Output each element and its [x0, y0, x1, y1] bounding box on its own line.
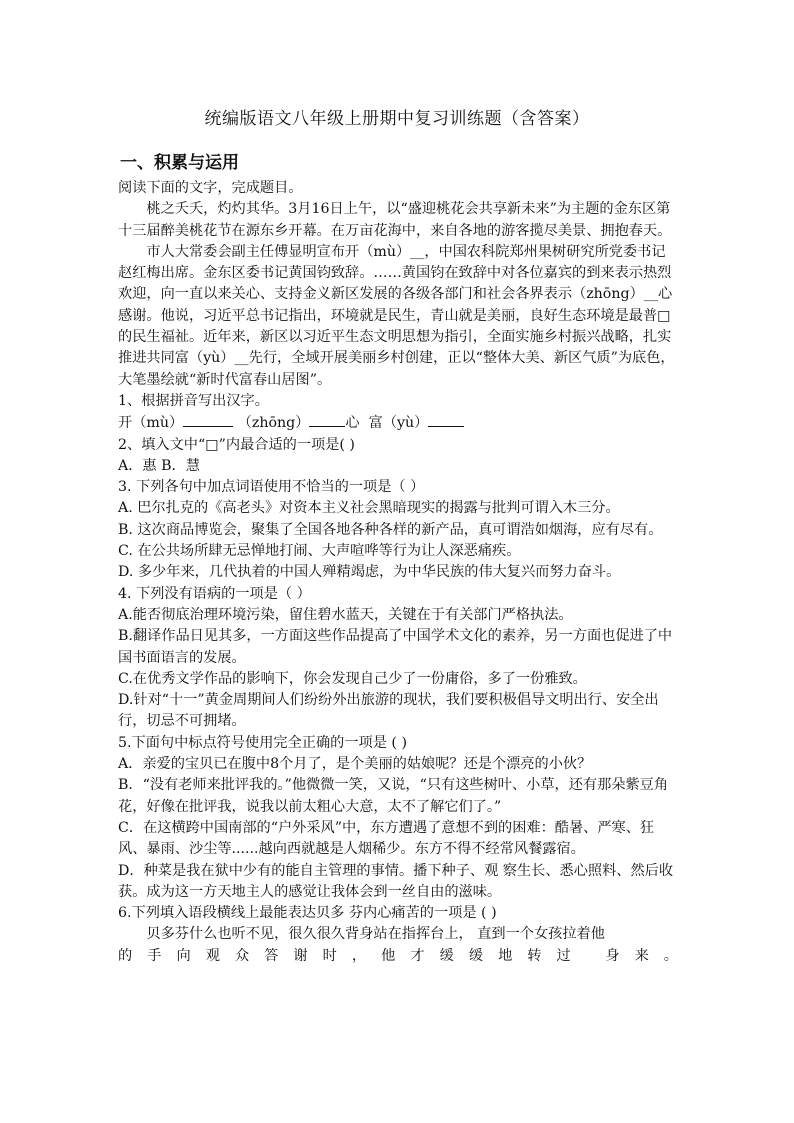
question-4-option-d: D.针对“十一”黄金周期间人们纷纷外出旅游的现状，我们要积极倡导文明出行、安全出行，切忌不可拥堵。 [118, 692, 659, 730]
pinyin-zhong-suffix: 心 [345, 415, 360, 432]
question-6-text-line-1: 贝多芬什么也听不见，很久很久背身站在指挥台上， 直到一个女孩拉着他 [146, 926, 605, 943]
question-2-options: A．惠 B．慧 [118, 457, 200, 474]
answer-blank-mu[interactable] [183, 412, 233, 427]
pinyin-zhong-label: （zhōng） [237, 415, 310, 432]
answer-blank-yu[interactable] [428, 412, 464, 427]
question-3-option-a: A. 巴尔扎克的《高老头》对资本主义社会黑暗现实的揭露与批判可谓入木三分。 [118, 500, 620, 517]
question-3-option-d: D. 多少年来，几代执着的中国人殚精竭虑，为中华民族的伟大复兴而努力奋斗。 [118, 564, 621, 581]
document-body [118, 178, 678, 967]
question-2-stem: 2、填入文中“□”内最合适的一项是( ) [118, 436, 355, 453]
section-heading: 一、积累与运用 [120, 153, 239, 173]
question-6-text-line-2: 的手向观众答谢时，他才缓缓地转过 身来。 [118, 947, 678, 964]
question-4-stem: 4. 下列没有语病的一项是（ ） [118, 585, 311, 602]
document-title: 统编版语文八年级上册期中复习训练题（含答案） [204, 109, 590, 129]
question-1-stem: 1、根据拼音写出汉字。 [118, 392, 269, 409]
question-5-option-c: C．在这横跨中国南部的“户外采风”中，东方遭遇了意想不到的困难：酷暑、严寒、狂风、暴雨、沙尘等......越向西就越是人烟稀少。东方不得不经常风餐露宿。 [118, 819, 655, 858]
intro-text: 阅读下面的文字，完成题目。 [118, 180, 303, 196]
question-4-option-b: B.翻译作品日见其多，一方面这些作品提高了中国学术文化的素养，另一方面也促进了中国书面语言的发展。 [118, 628, 673, 666]
question-4-option-a: A.能否彻底治理环境污染，留住碧水蓝天，关键在于有关部门严格执法。 [118, 606, 573, 623]
question-5-option-a: A．亲爱的宝贝已在腹中8个月了，是个美丽的姑娘呢？还是个漂亮的小伙？ [118, 756, 592, 773]
question-6-stem: 6.下列填入语段横线上最能表达贝多 芬内心痛苦的一项是 ( ) [118, 905, 497, 922]
question-4-option-c: C.在优秀文学作品的影响下，你会发现自己少了一份庸俗，多了一份雅致。 [118, 670, 587, 687]
pinyin-mu-label: 开（mù） [118, 415, 184, 432]
question-3-option-b: B. 这次商品博览会，聚集了全国各地各种各样的新产品，真可谓浩如烟海，应有尽有。 [118, 521, 663, 538]
question-3-option-c: C. 在公共场所肆无忌惮地打闹、大声喧哗等行为让人深恶痛疾。 [118, 543, 521, 560]
pinyin-yu-label: 富（yù） [368, 415, 429, 432]
answer-blank-zhong[interactable] [309, 412, 345, 427]
question-3-stem: 3. 下列各句中加点词语使用不恰当的一项是（ ） [118, 479, 425, 496]
passage-paragraph-2: 市人大常委会副主任傅显明宣布开（mù）__，中国农科院郑州果树研究所党委书记赵红梅出席。金东区委书记黄国钧致辞。……黄国钧在致辞中对各位嘉宾的到来表示热烈欢迎，向一直以来关心、支持金义新区发展的各级各部门和社会各界表示（zhōng）__心感谢。他说，习近平总书记指出，环境就是民生，青山就是美丽，良好生态环境是最普□的民生福祉。近年来，新区以习近平生态文明思想为指引，全面实施乡村振兴战略，扎实推进共同富（yù）__先行，全域开展美丽乡村创建，正以“整体大美、新区气质”为底色，大笔墨绘就“新时代富春山居图”。 [118, 243, 675, 388]
passage-paragraph-1: 桃之夭夭，灼灼其华。3月16日上午，以“盛迎桃花会共享新未来”为主题的金东区第十三届醉美桃花节在源东乡开幕。在万亩花海中，来自各地的游客揽尽美景、拥抱春天。 [118, 201, 672, 239]
question-5-stem: 5.下面句中标点符号使用完全正确的一项是 ( ) [118, 734, 408, 751]
question-5-option-d: D．种菜是我在狱中少有的能自主管理的事情。播下种子、观 察生长、悉心照料、然后收获。成为这一方天地主人的感觉让我体会到一丝自由的滋味。 [118, 862, 674, 900]
question-1-answers [118, 412, 678, 434]
question-5-option-b: B．“没有老师来批评我的。”他微微一笑，又说，“只有这些树叶、小草，还有那朵紫豆角花，好像在批评我，说我以前太粗心大意，太不了解它们了。” [118, 777, 669, 815]
